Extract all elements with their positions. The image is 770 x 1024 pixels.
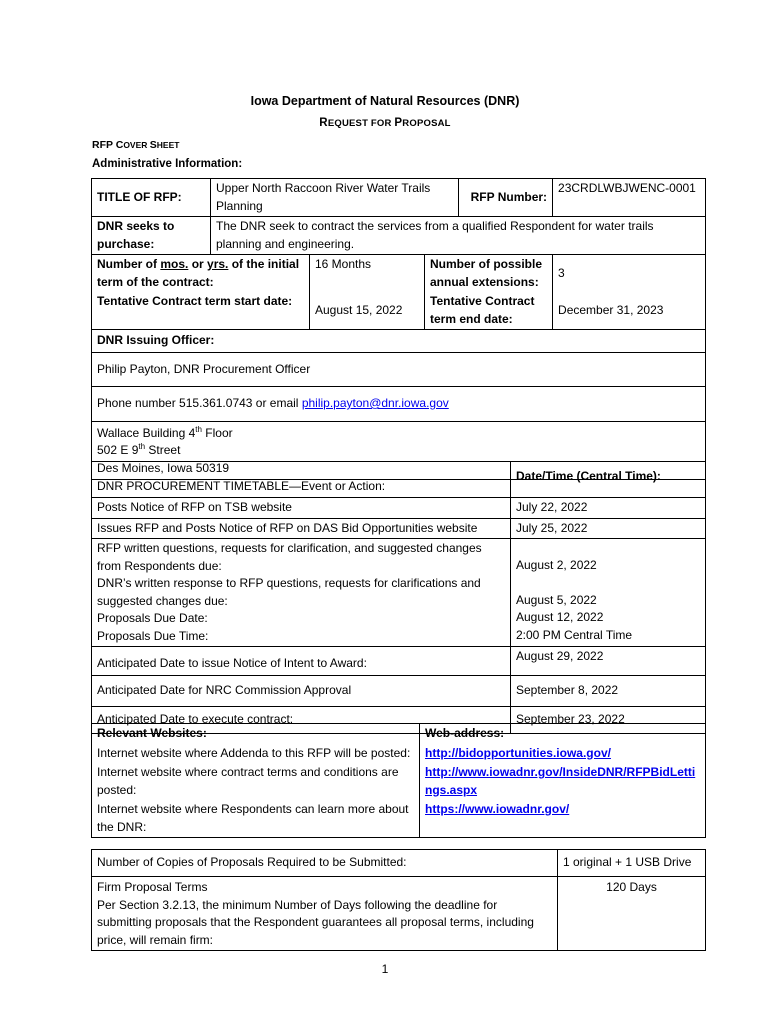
admin-info-heading: Administrative Information: <box>92 158 243 170</box>
dnr-url-link[interactable]: https://www.iowadnr.gov/ <box>425 802 570 816</box>
date-cell: July 22, 2022 <box>511 498 706 519</box>
table-row <box>92 387 706 422</box>
rfp-number-label: RFP Number: <box>459 179 553 217</box>
table-row <box>92 462 706 498</box>
submission-table <box>91 849 706 951</box>
firm-terms-value: 120 Days <box>558 877 706 951</box>
table-row <box>92 724 706 744</box>
date-cell: August 2, 2022 August 5, 2022 August 12, 2022 2:00 PM Central Time <box>511 539 706 647</box>
officer-name: Philip Payton, DNR Procurement Officer <box>92 352 706 387</box>
table-row <box>92 292 706 330</box>
table-row <box>92 518 706 539</box>
table-row <box>92 877 706 951</box>
websites-header-desc: Relevant Websites: <box>92 724 420 744</box>
officer-email-link[interactable]: philip.payton@dnr.iowa.gov <box>301 396 449 410</box>
website-desc: Internet website where contract terms and conditions are posted: <box>92 763 420 800</box>
website-url-cell <box>420 763 706 800</box>
rfp-number-value: 23CRDLWBJWENC-0001 <box>553 179 706 217</box>
websites-table <box>91 723 706 838</box>
address-line-1: Wallace Building 4th Floor <box>97 424 233 440</box>
title-label: TITLE OF RFP: <box>92 179 211 217</box>
term-value: 16 Months <box>310 255 425 293</box>
cover-sheet-heading: RFP COVER SHEET <box>92 139 180 151</box>
address-line-2: 502 E 9th Street <box>97 442 181 457</box>
officer-label: DNR Issuing Officer: <box>92 330 706 353</box>
table-row <box>92 647 706 676</box>
end-label: Tentative Contract term end date: <box>425 292 553 330</box>
table-row <box>92 255 706 293</box>
timetable-header-event: DNR PROCUREMENT TIMETABLE—Event or Action: <box>92 462 511 498</box>
copies-value: 1 original + 1 USB Drive <box>558 850 706 877</box>
document-title: REQUEST FOR PROPOSAL <box>319 117 451 129</box>
event-cell: Issues RFP and Posts Notice of RFP on DAS Bid Opportunities website <box>92 518 511 539</box>
event-cell: Anticipated Date for NRC Commission Approval <box>92 676 511 707</box>
date-cell: July 25, 2022 <box>511 518 706 539</box>
table-row <box>92 217 706 255</box>
term-label: Number of mos. or yrs. of the initial term of the contract: <box>92 255 310 293</box>
extensions-value: 3 <box>553 255 706 293</box>
start-value: August 15, 2022 <box>310 292 425 330</box>
agency-heading: Iowa Department of Natural Resources (DNR) <box>250 94 520 108</box>
firm-terms-cell <box>92 877 558 951</box>
table-row <box>92 850 706 877</box>
addenda-url-link[interactable]: http://bidopportunities.iowa.gov/ <box>425 745 611 760</box>
seeks-label: DNR seeks to purchase: <box>92 217 211 255</box>
table-row <box>92 498 706 519</box>
firm-terms-title: Firm Proposal Terms <box>97 880 208 894</box>
start-label: Tentative Contract term start date: <box>92 292 310 330</box>
table-row <box>92 330 706 353</box>
admin-info-table <box>91 178 706 480</box>
date-cell: August 29, 2022 <box>511 647 706 676</box>
website-url-cell <box>420 800 706 838</box>
title-value: Upper North Raccoon River Water Trails Planning <box>211 179 459 217</box>
copies-label: Number of Copies of Proposals Required to be Submitted: <box>92 850 558 877</box>
table-row <box>92 179 706 217</box>
website-desc: Internet website where Addenda to this RFP will be posted: <box>92 744 420 764</box>
website-url-cell <box>420 744 706 764</box>
event-cell: Anticipated Date to execute contract: <box>92 707 511 734</box>
timetable-header-date: Date/Time (Central Time): <box>511 462 706 498</box>
websites-header-url: Web-address: <box>420 724 706 744</box>
extensions-label: Number of possible annual extensions: <box>425 255 553 293</box>
table-row <box>92 676 706 707</box>
website-desc: Internet website where Respondents can learn more about the DNR: <box>92 800 420 838</box>
terms-url-link[interactable]: http://www.iowadnr.gov/InsideDNR/RFPBidLettings.aspx <box>425 765 696 797</box>
event-cell: RFP written questions, requests for clarification, and suggested changes from Respondents due: DNR’s written response to RFP questions, requests for clarifications and suggested changes due: Proposals Due Date: Proposals Due Time: <box>92 539 511 647</box>
table-row <box>92 352 706 387</box>
table-row <box>92 744 706 764</box>
address-line-3: Des Moines, Iowa 50319 <box>97 460 230 475</box>
seeks-value: The DNR seek to contract the services from a qualified Respondent for water trails planning and engineering. <box>211 217 706 255</box>
timetable-table <box>91 461 706 734</box>
event-cell: Anticipated Date to issue Notice of Intent to Award: <box>92 647 511 676</box>
event-cell: Posts Notice of RFP on TSB website <box>92 498 511 519</box>
officer-contact: Phone number 515.361.0743 or email philip.payton@dnr.iowa.gov <box>92 387 706 422</box>
page-number: 1 <box>381 962 389 976</box>
firm-terms-text: Per Section 3.2.13, the minimum Number of Days following the deadline for submitting proposals that the Respondent guarantees all proposal terms, including price, will remain firm: <box>97 897 534 947</box>
end-value: December 31, 2023 <box>553 292 706 330</box>
date-cell: September 8, 2022 <box>511 676 706 707</box>
table-row <box>92 539 706 647</box>
table-row <box>92 763 706 800</box>
date-cell: September 23, 2022 <box>511 707 706 734</box>
table-row <box>92 800 706 838</box>
